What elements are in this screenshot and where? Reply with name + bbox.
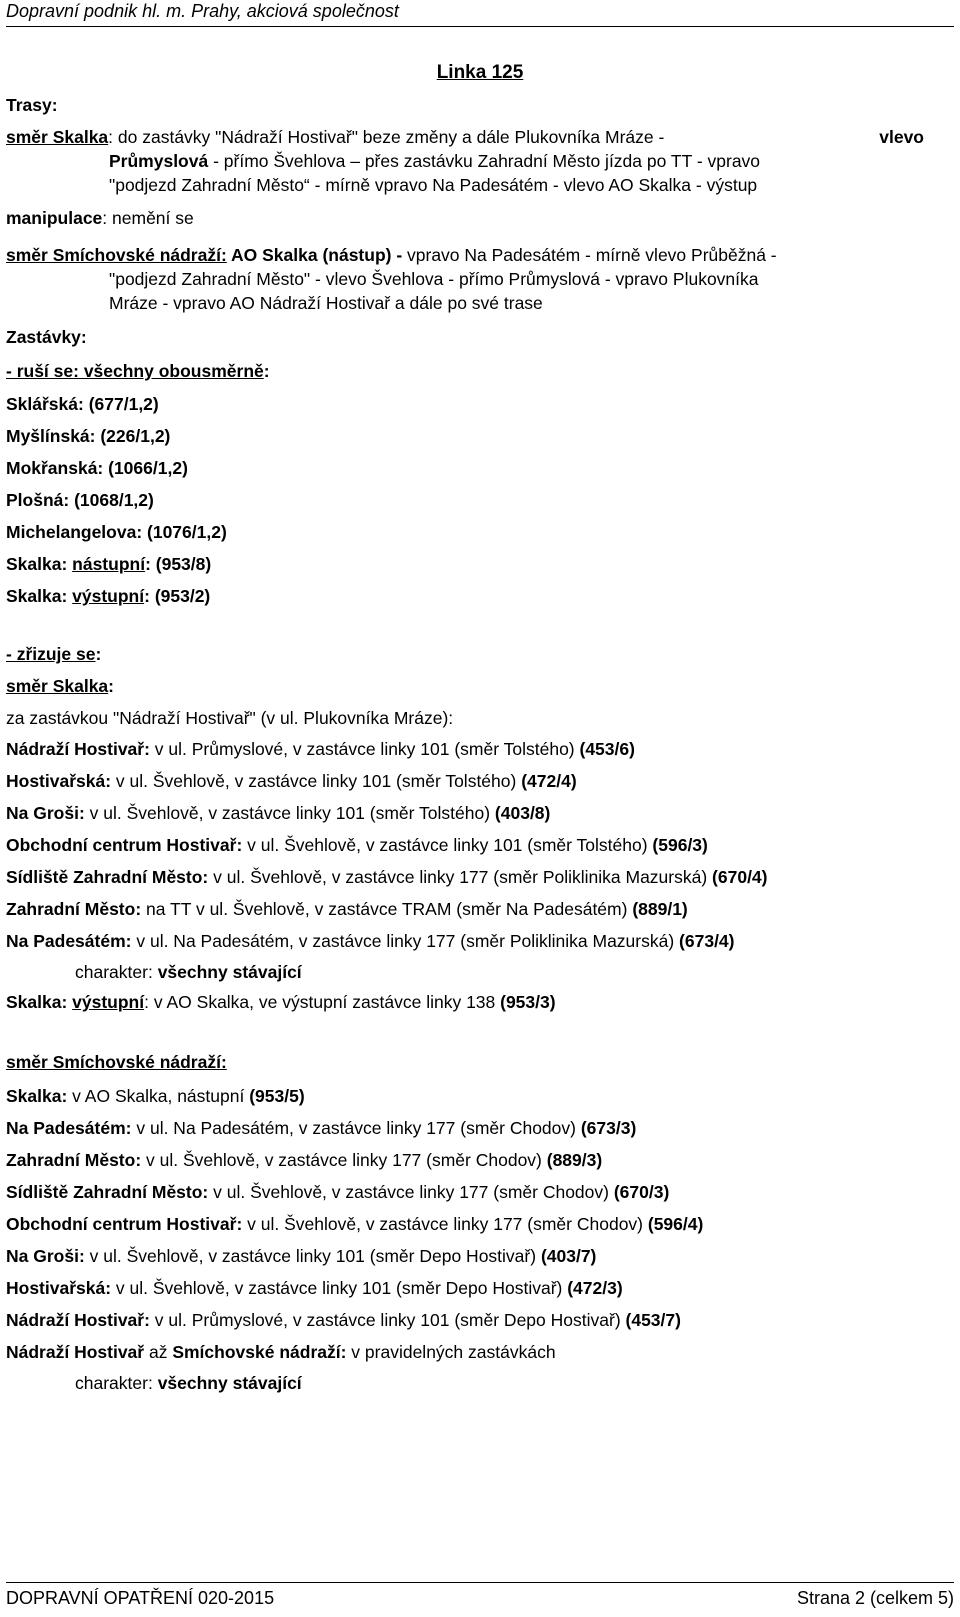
stop-text: v ul. Průmyslové, v zastávce linky 101 (směr Depo Hostivař)	[149, 1310, 626, 1330]
smer-skalka-colon: :	[108, 676, 114, 696]
rusi-item: Plošná: (1068/1,2)	[6, 490, 154, 510]
stop-line	[6, 738, 635, 760]
stop-name: Hostivařská:	[6, 1278, 112, 1298]
stop-text: v ul. Švehlově, v zastávce linky 177 (směr Chodov)	[141, 1150, 547, 1170]
footer-divider	[6, 1582, 954, 1583]
route-skalka-text-2: - přímo Švehlova – přes zastávku Zahradní Město jízda po TT - vpravo	[208, 151, 761, 171]
page-title: Linka 125	[436, 62, 524, 83]
last-b: až	[144, 1342, 173, 1362]
stop-name: Zahradní Město:	[6, 1150, 142, 1170]
stop-name: Na Groši:	[6, 1246, 85, 1266]
stop-code: (596/4)	[647, 1214, 704, 1234]
zastavky-heading: Zastávky:	[6, 327, 87, 347]
stop-name: Obchodní centrum Hostivař:	[6, 835, 243, 855]
stop-name: Hostivařská:	[6, 771, 112, 791]
stop-code: (889/1)	[632, 899, 688, 919]
stop-text: v ul. Švehlově, v zastávce linky 101 (směr Depo Hostivař)	[111, 1278, 568, 1298]
smer-skalka-label: směr Skalka	[6, 676, 109, 696]
manipulace-label: manipulace	[6, 208, 103, 228]
stop-code: (673/3)	[580, 1118, 637, 1138]
stop-text: v ul. Švehlově, v zastávce linky 177 (směr Poliklinika Mazurská)	[208, 867, 713, 887]
stop-name: Nádraží Hostivař:	[6, 739, 150, 759]
za-zastavkou: za zastávkou "Nádraží Hostivař" (v ul. Plukovníka Mráze):	[6, 708, 454, 728]
rusi-colon: :	[263, 361, 270, 381]
charakter-value: všechny stávající	[157, 962, 302, 982]
route-skalka-line-1	[6, 126, 924, 148]
stop-line	[6, 1213, 703, 1235]
zrizuje-colon: :	[95, 644, 102, 664]
route-smich-line-3: Mráze - vpravo AO Nádraží Hostivař a dále po své trase	[109, 293, 543, 313]
stop-name: Skalka:	[6, 1086, 68, 1106]
stop-name: Na Groši:	[6, 803, 85, 823]
stop-line	[6, 1181, 669, 1203]
stop-line	[6, 834, 708, 856]
stop-text: v ul. Průmyslové, v zastávce linky 101 (směr Tolstého)	[149, 739, 580, 759]
stop-line	[6, 1117, 636, 1139]
stop-text: v AO Skalka, nástupní	[67, 1086, 250, 1106]
stop-code: (596/3)	[652, 835, 708, 855]
route-skalka-line-3: "podjezd Zahradní Město“ - mírně vpravo Na Padesátém - vlevo AO Skalka - výstup	[109, 175, 758, 195]
stop-code: (670/4)	[712, 867, 768, 887]
route-smich-bold-1: AO Skalka (nástup) -	[226, 245, 403, 265]
stop-name: Obchodní centrum Hostivař:	[6, 1214, 243, 1234]
charakter-line	[75, 961, 302, 983]
route-smich-line-1	[6, 244, 777, 266]
page-header: Dopravní podnik hl. m. Prahy, akciová společnost	[6, 1, 399, 21]
charakter2-value: všechny stávající	[157, 1373, 302, 1393]
route-skalka-bold-1: vlevo	[879, 127, 924, 147]
skalka-nastupni-c: : (953/8)	[145, 554, 212, 574]
skalka-nastupni-a: Skalka:	[6, 554, 73, 574]
stop-code: (889/3)	[546, 1150, 603, 1170]
rusi-item: Mokřanská: (1066/1,2)	[6, 458, 188, 478]
stop-line	[6, 898, 688, 920]
route-skalka-text-1: : do zastávky "Nádraží Hostivař" beze změny a dále Plukovníka Mráze -	[108, 127, 665, 147]
zrizuje-label: - zřizuje se	[6, 644, 96, 664]
last-a: Nádraží Hostivař	[6, 1342, 145, 1362]
stop-code: (953/5)	[249, 1086, 305, 1106]
stop-text: v ul. Na Padesátém, v zastávce linky 177 (směr Poliklinika Mazurská)	[131, 931, 680, 951]
route-skalka-direction: směr Skalka	[6, 127, 109, 147]
stop-text: v ul. Na Padesátém, v zastávce linky 177 (směr Chodov)	[131, 1118, 581, 1138]
charakter-label: charakter:	[75, 962, 158, 982]
trasy-heading: Trasy:	[6, 95, 58, 115]
stop-code: (670/3)	[613, 1182, 670, 1202]
rusi-heading	[6, 360, 270, 382]
stop-code: (403/7)	[540, 1246, 597, 1266]
stop-line	[6, 802, 550, 824]
rusi-item: Sklářská: (677/1,2)	[6, 394, 159, 414]
skalka-vystupni-a: Skalka:	[6, 586, 73, 606]
stop-text: v ul. Švehlově, v zastávce linky 101 (směr Depo Hostivař)	[84, 1246, 541, 1266]
smer-skalka-heading	[6, 675, 114, 697]
last-c: Smíchovské nádraží:	[172, 1342, 347, 1362]
stop-text: na TT v ul. Švehlově, v zastávce TRAM (směr Na Padesátém)	[141, 899, 633, 919]
stop-name: Nádraží Hostivař:	[6, 1310, 150, 1330]
skalka-vystupni-b: výstupní	[72, 586, 145, 606]
route-smich-text-1: vpravo Na Padesátém - mírně vlevo Průběžná -	[402, 245, 777, 265]
stop-line	[6, 1085, 305, 1107]
stop-code: (453/6)	[579, 739, 635, 759]
stop-text: v ul. Švehlově, v zastávce linky 177 (směr Chodov)	[242, 1214, 648, 1234]
stop-line	[6, 1149, 602, 1171]
header-divider	[6, 26, 954, 27]
stop-name: Sídliště Zahradní Město:	[6, 1182, 209, 1202]
stop-code: (673/4)	[679, 931, 735, 951]
stop-line	[6, 1277, 623, 1299]
stop-code: (453/7)	[625, 1310, 681, 1330]
rusi-item: Myšlínská: (226/1,2)	[6, 426, 171, 446]
stop-line	[6, 1309, 681, 1331]
stop-code: (403/8)	[494, 803, 551, 823]
skalka-vystupni-c: : (953/2)	[144, 586, 211, 606]
skalka-vyst-c: : v AO Skalka, ve výstupní zastávce linky 138	[144, 992, 501, 1012]
rusi-item: Michelangelova: (1076/1,2)	[6, 522, 227, 542]
stop-line	[6, 866, 768, 888]
rusi-rest: : všechny obousměrně	[73, 361, 264, 381]
charakter-line-2	[75, 1372, 302, 1394]
smer-smich-heading: směr Smíchovské nádraží:	[6, 1052, 227, 1072]
skalka-nastupni-b: nástupní	[72, 554, 146, 574]
charakter2-label: charakter:	[75, 1373, 158, 1393]
stop-text: v ul. Švehlově, v zastávce linky 177 (směr Chodov)	[208, 1182, 614, 1202]
skalka-nastupni-item	[6, 553, 211, 575]
footer-page-number: Strana 2 (celkem 5)	[796, 1588, 954, 1608]
route-smich-line-2: "podjezd Zahradní Město" - vlevo Švehlova - přímo Průmyslová - vpravo Plukovníka	[109, 269, 759, 289]
skalka-vyst-a: Skalka:	[6, 992, 73, 1012]
footer-document-id: DOPRAVNÍ OPATŘENÍ 020-2015	[6, 1588, 275, 1608]
stop-name: Na Padesátém:	[6, 931, 132, 951]
stop-text: v ul. Švehlově, v zastávce linky 101 (směr Tolstého)	[242, 835, 653, 855]
stop-line	[6, 930, 735, 952]
route-skalka-bold-2: Průmyslová	[109, 151, 209, 171]
route-smich-direction: směr Smíchovské nádraží:	[6, 245, 227, 265]
stop-line	[6, 770, 577, 792]
stop-line	[6, 1245, 596, 1267]
rusi-label: - ruší se	[6, 361, 74, 381]
stop-name: Sídliště Zahradní Město:	[6, 867, 209, 887]
last-d: v pravidelných zastávkách	[346, 1342, 556, 1362]
route-skalka-line-2	[109, 150, 760, 172]
stop-name: Zahradní Město:	[6, 899, 142, 919]
stop-text: v ul. Švehlově, v zastávce linky 101 (směr Tolstého)	[84, 803, 495, 823]
manipulace-text: : nemění se	[102, 208, 194, 228]
skalka-vyst-code: (953/3)	[500, 992, 556, 1012]
stop-code: (472/4)	[521, 771, 577, 791]
stop-code: (472/3)	[567, 1278, 623, 1298]
stop-text: v ul. Švehlově, v zastávce linky 101 (směr Tolstého)	[111, 771, 522, 791]
skalka-vystupni-stop	[6, 991, 556, 1013]
last-stop-line	[6, 1341, 556, 1363]
skalka-vystupni-item	[6, 585, 210, 607]
stop-name: Na Padesátém:	[6, 1118, 132, 1138]
zrizuje-heading	[6, 643, 101, 665]
manipulace-line	[6, 207, 194, 229]
skalka-vyst-b: výstupní	[72, 992, 145, 1012]
